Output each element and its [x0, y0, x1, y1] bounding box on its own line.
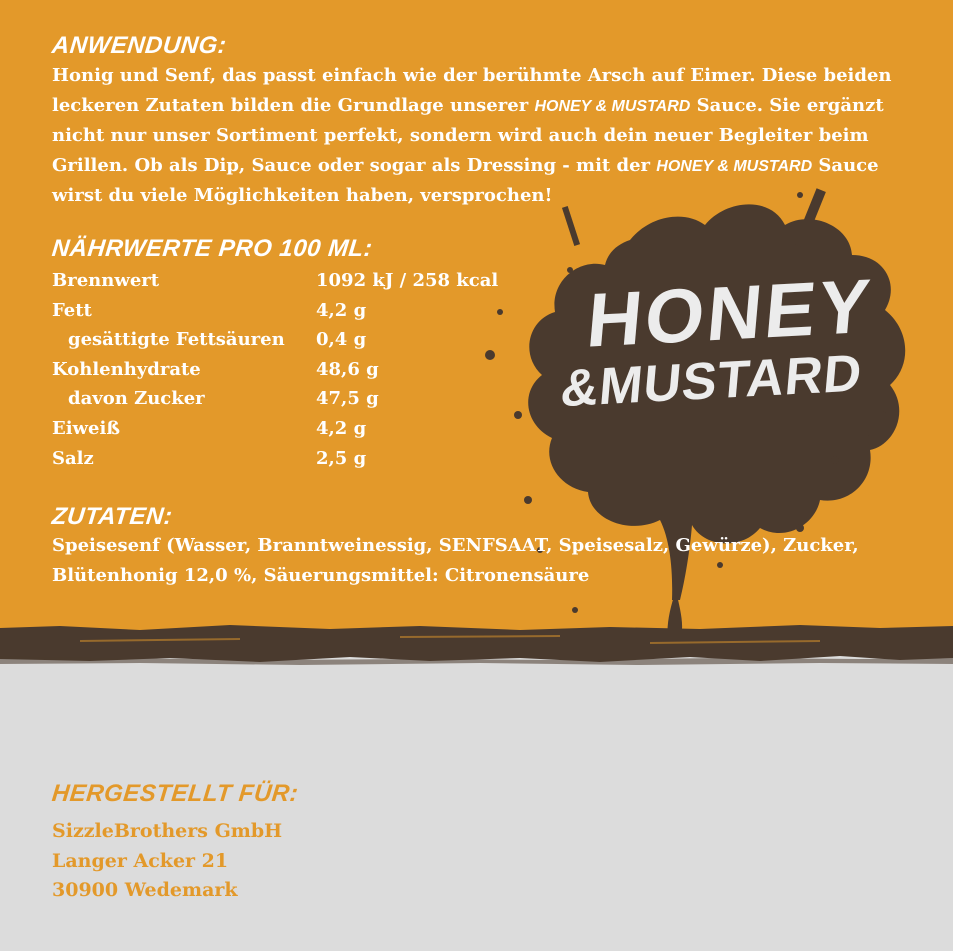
nutrient-value: 1092 kJ / 258 kcal [316, 270, 499, 291]
nutrition-heading: NÄHRWERTE PRO 100 ML: [50, 235, 374, 262]
table-row [52, 384, 498, 414]
honey-mustard-logo [551, 263, 878, 434]
usage-text-part: Sauce wirst du viele Möglichkeiten haben, versprochen! [52, 154, 879, 206]
nutrient-value: 48,6 g [316, 358, 379, 380]
manufacturer-address [52, 817, 282, 906]
usage-text [52, 61, 912, 211]
manufacturer-heading: HERGESTELLT FÜR: [50, 780, 300, 807]
usage-text-part: Sauce. Sie ergänzt nicht nur unser Sortiment perfekt, sondern wird auch dein neuer Begleiter beim Grillen. Ob als Dip, Sauce oder sogar als Dressing - mit der [52, 94, 884, 176]
nutrition-table [52, 266, 498, 473]
nutrient-label: Eiweiß [52, 417, 121, 439]
nutrient-label: Brennwert [52, 270, 160, 291]
table-row [52, 444, 498, 474]
ingredients-heading: ZUTATEN: [50, 503, 174, 530]
nutrient-value: 4,2 g [316, 299, 367, 321]
logo-line-honey: HONEY [583, 263, 877, 364]
street-address: Langer Acker 21 [52, 849, 229, 872]
nutrient-value: 4,2 g [316, 417, 367, 439]
nutrient-label: Kohlenhydrate [52, 358, 201, 380]
product-name-highlight: HONEY & MUSTARD [656, 157, 813, 175]
nutrient-value: 47,5 g [316, 388, 379, 410]
usage-heading: ANWENDUNG: [50, 32, 228, 59]
nutrient-label: davon Zucker [68, 388, 205, 410]
nutrient-label: Salz [52, 447, 94, 469]
ingredients-text: Speisesenf (Wasser, Branntweinessig, SENFSAAT, Speisesalz, Gewürze), Zucker, Blütenhonig 12,0 %, Säuerungsmittel: Citronensäure [52, 535, 859, 586]
nutrient-label: gesättigte Fettsäuren [68, 329, 285, 351]
brush-stripe-divider [0, 618, 953, 672]
nutrient-value: 0,4 g [316, 329, 367, 351]
table-row [52, 414, 498, 444]
nutrient-value: 2,5 g [316, 447, 367, 469]
nutrient-label: Fett [52, 299, 92, 321]
product-name-highlight: HONEY & MUSTARD [534, 97, 691, 115]
logo-line-mustard: &MUSTARD [558, 344, 865, 419]
table-row [52, 266, 498, 296]
postal-city: 30900 Wedemark [52, 879, 238, 901]
company-name: SizzleBrothers GmbH [52, 820, 283, 842]
table-row [52, 296, 498, 326]
table-row [52, 325, 498, 355]
table-row [52, 355, 498, 385]
usage-text-part: Honig und Senf, das passt einfach wie der berühmte Arsch auf Eimer. Diese beiden leckeren Zutaten bilden die Grundlage unserer [52, 65, 892, 116]
